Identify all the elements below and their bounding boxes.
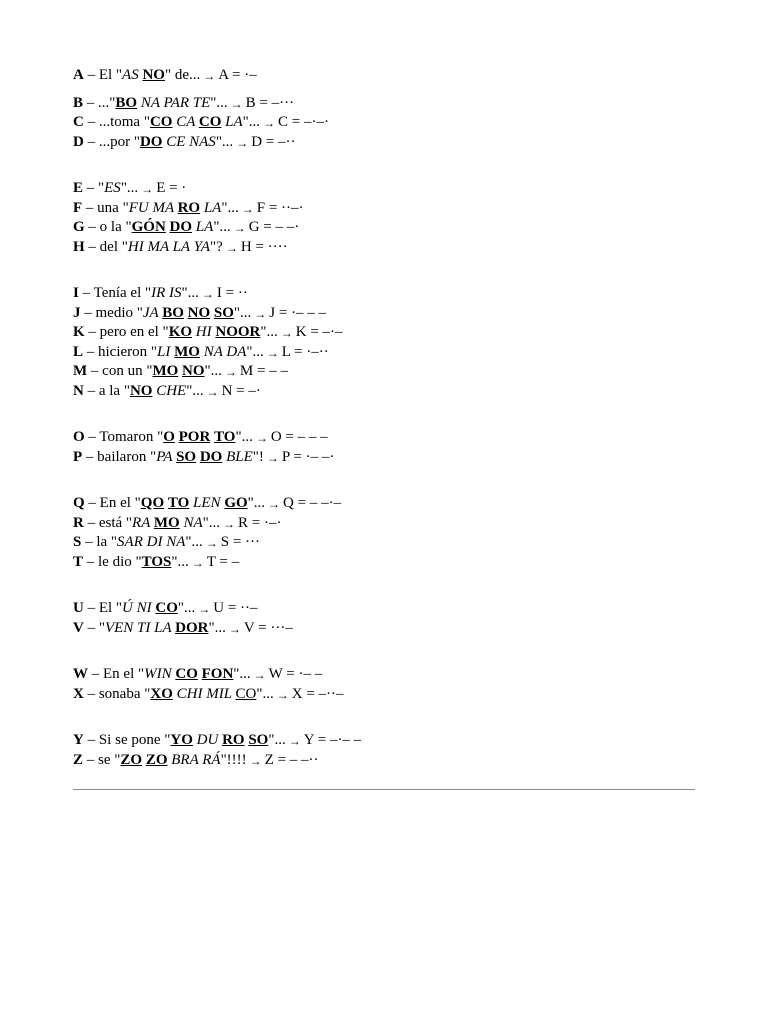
syllable-text: Ú NI	[122, 600, 156, 616]
outro-text: "!!!!	[220, 751, 247, 768]
stressed-syllable: NO	[182, 363, 205, 379]
stressed-syllable: CO	[235, 685, 257, 702]
mnemonic-list	[73, 66, 695, 770]
intro-text: – la "	[81, 534, 118, 550]
stressed-syllable: O	[163, 429, 175, 445]
mnemonic-line-y	[73, 731, 695, 751]
arrow-icon: →	[280, 326, 293, 340]
group-spacer	[73, 257, 695, 284]
intro-text: – está "	[83, 514, 133, 531]
letter-group	[73, 66, 695, 86]
stressed-syllable: ZO	[120, 751, 143, 768]
morse-code: E = ·	[156, 180, 187, 196]
morse-code: J = ·– – –	[269, 304, 327, 321]
letter-group	[73, 494, 695, 572]
intro-text: – bailaron "	[82, 448, 157, 465]
outro-text: "...	[202, 514, 220, 531]
letter-label: S	[73, 534, 82, 550]
stressed-syllable: CO	[155, 600, 178, 616]
letter-label: A	[73, 67, 84, 83]
letter-label: Z	[73, 751, 84, 768]
morse-code: N = –·	[221, 382, 261, 399]
morse-code: T = –	[206, 553, 240, 570]
stressed-syllable: SO	[248, 732, 269, 748]
morse-code: X = –··–	[291, 685, 344, 702]
letter-label: M	[73, 363, 88, 379]
group-spacer	[73, 704, 695, 731]
group-spacer	[73, 152, 695, 179]
syllable-text: BRA RÁ	[167, 751, 221, 768]
arrow-icon: →	[201, 287, 214, 301]
intro-text: – Tomaron "	[84, 429, 164, 445]
syllable-text: LA	[192, 219, 214, 235]
stressed-syllable: CO	[198, 114, 222, 130]
stressed-syllable: ZO	[145, 751, 168, 768]
arrow-icon: →	[249, 753, 262, 768]
outro-text: "...	[256, 685, 274, 702]
syllable-text: AS	[122, 67, 139, 83]
mnemonic-line-t	[73, 553, 695, 573]
mnemonic-line-m	[73, 362, 695, 382]
arrow-icon: →	[191, 555, 204, 570]
arrow-icon: →	[253, 668, 266, 682]
syllable-text: RA	[132, 514, 154, 531]
stressed-syllable: YO	[170, 732, 193, 748]
letter-label: H	[73, 238, 85, 255]
syllable-text: CA	[172, 114, 199, 130]
intro-text: – En el "	[84, 495, 141, 511]
outro-text: "...	[233, 304, 252, 321]
mnemonic-line-c	[73, 113, 695, 133]
arrow-icon: →	[255, 431, 268, 445]
letter-label: D	[73, 133, 84, 150]
stressed-syllable: NO	[142, 67, 165, 83]
mnemonic-line-e	[73, 179, 695, 199]
intro-text: – hicieron "	[83, 343, 158, 360]
stressed-syllable: BO	[162, 304, 184, 321]
outro-text: "...	[186, 382, 204, 399]
stressed-syllable: KO	[168, 324, 193, 340]
intro-text: – con un "	[87, 363, 153, 379]
stressed-syllable: DO	[169, 219, 193, 235]
mnemonic-line-z	[73, 751, 695, 771]
intro-text: – Tenía el "	[78, 285, 152, 301]
stressed-syllable: NO	[129, 382, 153, 399]
morse-code: Z = – –··	[264, 751, 319, 768]
morse-code: K = –·–	[295, 324, 343, 340]
arrow-icon: →	[225, 240, 238, 255]
intro-text: – "	[83, 180, 105, 196]
letter-label: X	[73, 685, 84, 702]
intro-text: – En el "	[88, 666, 145, 682]
syllable-text: LA	[221, 114, 243, 130]
arrow-icon: →	[233, 221, 246, 235]
stressed-syllable: DO	[199, 448, 223, 465]
outro-text: "?	[210, 238, 223, 255]
morse-code: S = ···	[220, 534, 261, 550]
syllable-text: CE NAS	[162, 133, 216, 150]
mnemonic-line-s	[73, 533, 695, 553]
arrow-icon: →	[266, 345, 279, 360]
letter-label: N	[73, 382, 84, 399]
arrow-icon: →	[222, 516, 235, 531]
stressed-syllable: MO	[174, 343, 200, 360]
arrow-icon: →	[203, 69, 216, 83]
mnemonic-line-a	[73, 66, 695, 86]
syllable-text: LI	[157, 343, 175, 360]
stressed-syllable: BO	[115, 94, 138, 111]
morse-code: Y = –·– –	[303, 732, 362, 748]
morse-code: V = ···–	[243, 619, 293, 636]
letter-label: B	[73, 94, 84, 111]
mnemonic-line-x	[73, 685, 695, 705]
stressed-syllable: XO	[150, 685, 173, 702]
stressed-syllable: DO	[139, 133, 163, 150]
mnemonic-line-g	[73, 218, 695, 238]
mnemonic-line-v	[73, 619, 695, 639]
mnemonic-line-n	[73, 382, 695, 402]
arrow-icon: →	[276, 687, 289, 702]
group-spacer	[73, 572, 695, 599]
syllable-text: IR IS	[151, 285, 182, 301]
mnemonic-line-h	[73, 238, 695, 258]
intro-text: – o la "	[84, 219, 132, 235]
syllable-text: HI	[192, 324, 216, 340]
intro-text: – Si se pone "	[83, 732, 171, 748]
outro-text: "...	[235, 429, 253, 445]
mnemonic-line-u	[73, 599, 695, 619]
letter-label: U	[73, 600, 84, 616]
syllable-text: ES	[104, 180, 121, 196]
stressed-syllable: NOOR	[215, 324, 261, 340]
arrow-icon: →	[288, 734, 301, 748]
arrow-icon: →	[263, 116, 276, 130]
intro-text: – El "	[83, 600, 123, 616]
stressed-syllable: TO	[167, 495, 190, 511]
arrow-icon: →	[254, 306, 267, 321]
letter-group	[73, 731, 695, 770]
outro-text: "...	[215, 133, 234, 150]
morse-code: B = –···	[245, 94, 295, 111]
letter-label: O	[73, 429, 85, 445]
mnemonic-line-j	[73, 304, 695, 324]
morse-code: R = ·–·	[237, 514, 282, 531]
group-spacer	[73, 467, 695, 494]
group-spacer	[73, 401, 695, 428]
mnemonic-line-i	[73, 284, 695, 304]
intro-text: – le dio "	[83, 553, 142, 570]
morse-code: L = ·–··	[281, 343, 329, 360]
syllable-text: PA	[156, 448, 177, 465]
arrow-icon: →	[230, 96, 243, 111]
arrow-icon: →	[241, 201, 254, 216]
stressed-syllable: CO	[149, 114, 173, 130]
outro-text: " de...	[164, 67, 201, 83]
intro-text: – una "	[82, 199, 129, 216]
stressed-syllable: GÓN	[131, 219, 166, 235]
mnemonic-line-f	[73, 199, 695, 219]
syllable-text: FU MA	[128, 199, 178, 216]
mnemonic-line-w	[73, 665, 695, 685]
outro-text: "...	[208, 619, 226, 636]
syllable-text: NA	[179, 514, 203, 531]
morse-code: Q = – –·–	[283, 495, 342, 511]
outro-text: "...	[247, 495, 266, 511]
intro-text: – ...por "	[83, 133, 140, 150]
intro-text: – a la "	[83, 382, 130, 399]
morse-code: P = ·– –·	[281, 448, 335, 465]
letter-label: C	[73, 114, 84, 130]
arrow-icon: →	[224, 365, 237, 379]
morse-code: U = ··–	[213, 600, 258, 616]
intro-text: – "	[83, 619, 105, 636]
arrow-icon: →	[236, 135, 249, 150]
outro-text: "...	[120, 180, 139, 196]
letter-label: L	[73, 343, 84, 360]
stressed-syllable: DOR	[175, 619, 209, 636]
stressed-syllable: POR	[178, 429, 211, 445]
mnemonic-line-d	[73, 133, 695, 153]
morse-code: G = – –·	[248, 219, 300, 235]
outro-text: "...	[221, 199, 239, 216]
intro-text: – del "	[84, 238, 128, 255]
outro-text: "...	[260, 324, 278, 340]
stressed-syllable: RO	[222, 732, 245, 748]
stressed-syllable: SO	[213, 304, 234, 321]
stressed-syllable: TOS	[141, 553, 172, 570]
outro-text: "...	[242, 114, 261, 130]
morse-code: F = ··–·	[256, 199, 304, 216]
morse-code: A = ·–	[218, 67, 257, 83]
intro-text: – El "	[83, 67, 123, 83]
outro-text: "...	[204, 363, 222, 379]
mnemonic-line-p	[73, 448, 695, 468]
letter-label: P	[73, 448, 83, 465]
stressed-syllable: QO	[140, 495, 165, 511]
mnemonic-line-r	[73, 514, 695, 534]
syllable-text: VEN TI LA	[104, 619, 176, 636]
syllable-text: SAR DI NA	[117, 534, 186, 550]
group-spacer	[73, 86, 695, 94]
outro-text: "...	[181, 285, 199, 301]
syllable-text: WIN	[144, 666, 176, 682]
stressed-syllable: MO	[152, 363, 179, 379]
letter-group	[73, 428, 695, 467]
letter-label: E	[73, 180, 84, 196]
mnemonic-line-o	[73, 428, 695, 448]
outro-text: "...	[185, 534, 203, 550]
letter-label: K	[73, 324, 85, 340]
outro-text: "...	[210, 94, 228, 111]
intro-text: – ...toma "	[83, 114, 150, 130]
letter-label: T	[73, 553, 84, 570]
outro-text: "!	[252, 448, 264, 465]
intro-text: – sonaba "	[83, 685, 151, 702]
morse-code: C = –·–·	[278, 114, 329, 130]
intro-text: – pero en el "	[84, 324, 169, 340]
letter-label: J	[73, 304, 81, 321]
letter-label: I	[73, 285, 79, 301]
stressed-syllable: SO	[176, 448, 197, 465]
letter-group	[73, 665, 695, 704]
outro-text: "...	[177, 600, 196, 616]
letter-group	[73, 599, 695, 638]
mnemonic-line-k	[73, 323, 695, 343]
letter-group	[73, 179, 695, 257]
syllable-text: NA DA	[199, 343, 247, 360]
morse-code: I = ··	[216, 285, 248, 301]
letter-label: G	[73, 219, 85, 235]
horizontal-rule	[73, 789, 695, 790]
syllable-text: CHI MIL	[172, 685, 236, 702]
mnemonic-line-b	[73, 94, 695, 114]
syllable-text: LA	[200, 199, 222, 216]
letter-label: Y	[73, 732, 84, 748]
syllable-text: BLE	[222, 448, 253, 465]
morse-code: M = – –	[239, 363, 288, 379]
outro-text: "...	[233, 666, 251, 682]
group-spacer	[73, 638, 695, 665]
stressed-syllable: FON	[201, 666, 234, 682]
syllable-text: DU	[192, 732, 223, 748]
letter-group	[73, 94, 695, 153]
stressed-syllable: NO	[187, 304, 211, 321]
outro-text: "...	[171, 553, 189, 570]
outro-text: "...	[246, 343, 264, 360]
intro-text: – se "	[83, 751, 121, 768]
letter-label: W	[73, 666, 88, 682]
mnemonic-line-l	[73, 343, 695, 363]
intro-text: – medio "	[80, 304, 143, 321]
letter-label: Q	[73, 495, 85, 511]
arrow-icon: →	[268, 497, 281, 511]
mnemonic-line-q	[73, 494, 695, 514]
syllable-text: NA PAR TE	[137, 94, 211, 111]
stressed-syllable: MO	[153, 514, 180, 531]
letter-label: V	[73, 619, 84, 636]
arrow-icon: →	[266, 450, 279, 465]
morse-code: O = – – –	[270, 429, 328, 445]
letter-group	[73, 284, 695, 401]
morse-code: W = ·– –	[268, 666, 323, 682]
syllable-text: CHE	[152, 382, 187, 399]
morse-code: H = ····	[240, 238, 288, 255]
stressed-syllable: GO	[224, 495, 248, 511]
intro-text: – ..."	[83, 94, 116, 111]
outro-text: "...	[268, 732, 286, 748]
arrow-icon: →	[205, 536, 218, 550]
arrow-icon: →	[141, 182, 154, 196]
stressed-syllable: CO	[175, 666, 198, 682]
outro-text: "...	[213, 219, 231, 235]
arrow-icon: →	[228, 621, 241, 636]
syllable-text: JA	[142, 304, 163, 321]
syllable-text: HI MA LA YA	[127, 238, 211, 255]
arrow-icon: →	[198, 602, 211, 616]
syllable-text: LEN	[189, 495, 225, 511]
stressed-syllable: TO	[214, 429, 236, 445]
morse-code: D = –··	[251, 133, 296, 150]
arrow-icon: →	[206, 384, 219, 399]
letter-label: R	[73, 514, 84, 531]
stressed-syllable: RO	[177, 199, 201, 216]
letter-label: F	[73, 199, 83, 216]
